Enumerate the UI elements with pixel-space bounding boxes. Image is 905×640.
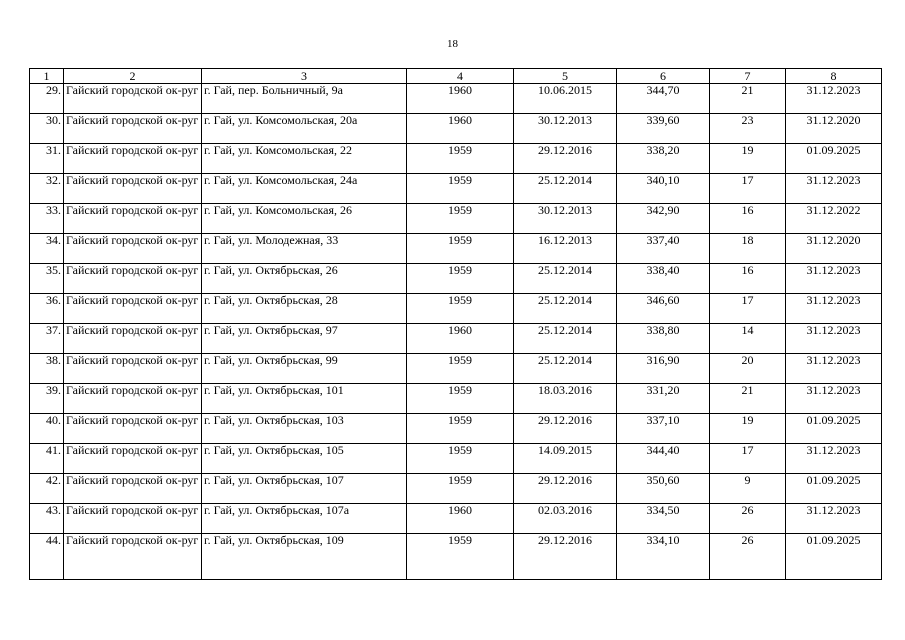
- count-cell: 21: [710, 84, 786, 114]
- row-number: 44.: [30, 534, 64, 580]
- area-cell: 338,40: [617, 264, 710, 294]
- table-row: [30, 534, 882, 580]
- row-number: 43.: [30, 504, 64, 534]
- column-header: 4: [407, 69, 514, 84]
- year-cell: 1960: [407, 84, 514, 114]
- column-header: 6: [617, 69, 710, 84]
- row-number: 30.: [30, 114, 64, 144]
- header-row: [30, 69, 882, 84]
- count-cell: 19: [710, 144, 786, 174]
- table-row: [30, 474, 882, 504]
- area-cell: 334,50: [617, 504, 710, 534]
- register-table: [29, 68, 882, 580]
- count-cell: 19: [710, 414, 786, 444]
- year-cell: 1959: [407, 234, 514, 264]
- year-cell: 1959: [407, 144, 514, 174]
- address-cell: г. Гай, ул. Октябрьская, 97: [202, 324, 407, 354]
- address-cell: г. Гай, ул. Октябрьская, 109: [202, 534, 407, 580]
- date-cell: 14.09.2015: [514, 444, 617, 474]
- area-cell: 344,40: [617, 444, 710, 474]
- end-date-cell: 31.12.2023: [786, 444, 882, 474]
- column-header: 2: [64, 69, 202, 84]
- area-cell: 339,60: [617, 114, 710, 144]
- year-cell: 1959: [407, 474, 514, 504]
- end-date-cell: 31.12.2023: [786, 384, 882, 414]
- address-cell: г. Гай, ул. Комсомольская, 20а: [202, 114, 407, 144]
- end-date-cell: 31.12.2023: [786, 264, 882, 294]
- end-date-cell: 01.09.2025: [786, 534, 882, 580]
- area-cell: 340,10: [617, 174, 710, 204]
- area-cell: 342,90: [617, 204, 710, 234]
- count-cell: 26: [710, 504, 786, 534]
- count-cell: 17: [710, 294, 786, 324]
- count-cell: 20: [710, 354, 786, 384]
- year-cell: 1959: [407, 354, 514, 384]
- area-cell: 346,60: [617, 294, 710, 324]
- end-date-cell: 31.12.2023: [786, 504, 882, 534]
- end-date-cell: 01.09.2025: [786, 474, 882, 504]
- row-number: 33.: [30, 204, 64, 234]
- end-date-cell: 31.12.2023: [786, 354, 882, 384]
- date-cell: 10.06.2015: [514, 84, 617, 114]
- table-row: [30, 384, 882, 414]
- date-cell: 25.12.2014: [514, 294, 617, 324]
- count-cell: 16: [710, 204, 786, 234]
- district-cell: Гайский городской ок-руг: [64, 174, 202, 204]
- table-row: [30, 114, 882, 144]
- column-header: 7: [710, 69, 786, 84]
- column-header: 3: [202, 69, 407, 84]
- address-cell: г. Гай, ул. Октябрьская, 26: [202, 264, 407, 294]
- district-cell: Гайский городской ок-руг: [64, 354, 202, 384]
- address-cell: г. Гай, ул. Молодежная, 33: [202, 234, 407, 264]
- count-cell: 18: [710, 234, 786, 264]
- area-cell: 344,70: [617, 84, 710, 114]
- district-cell: Гайский городской ок-руг: [64, 84, 202, 114]
- date-cell: 29.12.2016: [514, 534, 617, 580]
- row-number: 32.: [30, 174, 64, 204]
- table-row: [30, 234, 882, 264]
- area-cell: 350,60: [617, 474, 710, 504]
- address-cell: г. Гай, ул. Октябрьская, 99: [202, 354, 407, 384]
- area-cell: 337,40: [617, 234, 710, 264]
- row-number: 41.: [30, 444, 64, 474]
- area-cell: 331,20: [617, 384, 710, 414]
- count-cell: 21: [710, 384, 786, 414]
- page-number: 18: [447, 38, 458, 50]
- end-date-cell: 31.12.2023: [786, 84, 882, 114]
- date-cell: 18.03.2016: [514, 384, 617, 414]
- row-number: 38.: [30, 354, 64, 384]
- table-row: [30, 444, 882, 474]
- year-cell: 1959: [407, 174, 514, 204]
- district-cell: Гайский городской ок-руг: [64, 234, 202, 264]
- table-row: [30, 144, 882, 174]
- row-number: 36.: [30, 294, 64, 324]
- column-header: 1: [30, 69, 64, 84]
- area-cell: 337,10: [617, 414, 710, 444]
- year-cell: 1959: [407, 204, 514, 234]
- year-cell: 1959: [407, 384, 514, 414]
- district-cell: Гайский городской ок-руг: [64, 384, 202, 414]
- end-date-cell: 31.12.2020: [786, 114, 882, 144]
- date-cell: 30.12.2013: [514, 204, 617, 234]
- address-cell: г. Гай, ул. Октябрьская, 107: [202, 474, 407, 504]
- district-cell: Гайский городской ок-руг: [64, 114, 202, 144]
- table-row: [30, 504, 882, 534]
- row-number: 39.: [30, 384, 64, 414]
- end-date-cell: 31.12.2023: [786, 294, 882, 324]
- row-number: 34.: [30, 234, 64, 264]
- row-number: 37.: [30, 324, 64, 354]
- column-header: 5: [514, 69, 617, 84]
- date-cell: 02.03.2016: [514, 504, 617, 534]
- district-cell: Гайский городской ок-руг: [64, 474, 202, 504]
- table-row: [30, 414, 882, 444]
- area-cell: 334,10: [617, 534, 710, 580]
- table-row: [30, 174, 882, 204]
- address-cell: г. Гай, ул. Комсомольская, 24а: [202, 174, 407, 204]
- district-cell: Гайский городской ок-руг: [64, 294, 202, 324]
- column-header: 8: [786, 69, 882, 84]
- address-cell: г. Гай, ул. Октябрьская, 103: [202, 414, 407, 444]
- area-cell: 338,20: [617, 144, 710, 174]
- district-cell: Гайский городской ок-руг: [64, 504, 202, 534]
- district-cell: Гайский городской ок-руг: [64, 204, 202, 234]
- table-row: [30, 264, 882, 294]
- row-number: 40.: [30, 414, 64, 444]
- table-row: [30, 324, 882, 354]
- district-cell: Гайский городской ок-руг: [64, 414, 202, 444]
- district-cell: Гайский городской ок-руг: [64, 144, 202, 174]
- table-row: [30, 294, 882, 324]
- address-cell: г. Гай, ул. Комсомольская, 26: [202, 204, 407, 234]
- end-date-cell: 01.09.2025: [786, 414, 882, 444]
- end-date-cell: 01.09.2025: [786, 144, 882, 174]
- address-cell: г. Гай, ул. Октябрьская, 28: [202, 294, 407, 324]
- date-cell: 29.12.2016: [514, 414, 617, 444]
- area-cell: 316,90: [617, 354, 710, 384]
- address-cell: г. Гай, ул. Комсомольская, 22: [202, 144, 407, 174]
- area-cell: 338,80: [617, 324, 710, 354]
- row-number: 35.: [30, 264, 64, 294]
- count-cell: 26: [710, 534, 786, 580]
- count-cell: 17: [710, 174, 786, 204]
- count-cell: 23: [710, 114, 786, 144]
- year-cell: 1960: [407, 114, 514, 144]
- count-cell: 16: [710, 264, 786, 294]
- year-cell: 1960: [407, 504, 514, 534]
- table-row: [30, 204, 882, 234]
- date-cell: 16.12.2013: [514, 234, 617, 264]
- end-date-cell: 31.12.2023: [786, 324, 882, 354]
- district-cell: Гайский городской ок-руг: [64, 324, 202, 354]
- end-date-cell: 31.12.2020: [786, 234, 882, 264]
- year-cell: 1959: [407, 534, 514, 580]
- year-cell: 1959: [407, 294, 514, 324]
- count-cell: 17: [710, 444, 786, 474]
- date-cell: 25.12.2014: [514, 354, 617, 384]
- count-cell: 14: [710, 324, 786, 354]
- year-cell: 1959: [407, 414, 514, 444]
- district-cell: Гайский городской ок-руг: [64, 444, 202, 474]
- address-cell: г. Гай, ул. Октябрьская, 105: [202, 444, 407, 474]
- date-cell: 29.12.2016: [514, 144, 617, 174]
- row-number: 31.: [30, 144, 64, 174]
- end-date-cell: 31.12.2022: [786, 204, 882, 234]
- district-cell: Гайский городской ок-руг: [64, 264, 202, 294]
- year-cell: 1959: [407, 444, 514, 474]
- row-number: 42.: [30, 474, 64, 504]
- date-cell: 30.12.2013: [514, 114, 617, 144]
- year-cell: 1960: [407, 324, 514, 354]
- table-row: [30, 84, 882, 114]
- table-row: [30, 354, 882, 384]
- count-cell: 9: [710, 474, 786, 504]
- date-cell: 25.12.2014: [514, 174, 617, 204]
- row-number: 29.: [30, 84, 64, 114]
- address-cell: г. Гай, ул. Октябрьская, 107а: [202, 504, 407, 534]
- date-cell: 25.12.2014: [514, 324, 617, 354]
- date-cell: 29.12.2016: [514, 474, 617, 504]
- district-cell: Гайский городской ок-руг: [64, 534, 202, 580]
- year-cell: 1959: [407, 264, 514, 294]
- date-cell: 25.12.2014: [514, 264, 617, 294]
- end-date-cell: 31.12.2023: [786, 174, 882, 204]
- address-cell: г. Гай, ул. Октябрьская, 101: [202, 384, 407, 414]
- address-cell: г. Гай, пер. Больничный, 9а: [202, 84, 407, 114]
